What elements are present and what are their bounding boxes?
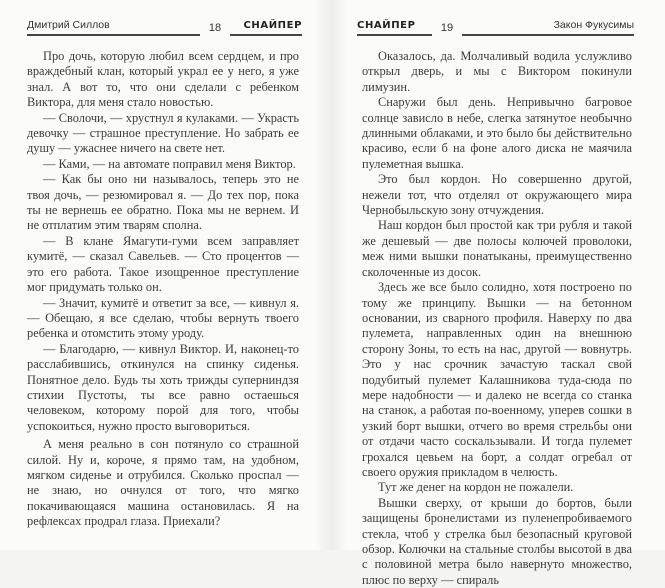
page-number: 18 [208,22,222,34]
running-header-right [357,20,634,36]
paragraph: Оказалось, да. Молчаливый водила услужливо открыл дверь, и мы с Виктором покинули лимузин. [362,49,632,94]
paragraph: Про дочь, которую любил всем сердцем, и про враждебный клан, который украл ее у него, я уже знал. А вот то, что они сделали с ребенком Виктора, для меня стало новостью. [27,49,299,110]
paragraph: — Сволочи, — хрустнул я кулаками. — Украсть девочку — страшное преступление. Но забрать ее душу — ужаснее ничего на свете нет. [27,110,299,156]
paragraph: Это был кордон. Но совершенно другой, нежели тот, что отделял от окружающего мира Чернобыльскую зону отчуждения. [362,172,632,218]
header-series: СНАЙПЕР [357,20,416,31]
paragraph: А меня реально в сон потянуло со страшной силой. Ну и, короче, я прямо там, на удобном, мягком сиденье и отрубился. Сколько проспал — не знаю, но очнулся от того, что мягко покачивающаяся машина остановилась. Я на рефлексах продрал глаза. Приехали? [27,437,299,529]
gutter-shadow [333,0,347,550]
paragraph: — В клане Ямагути-гуми всем заправляет кумитё, — сказал Савельев. — Сто процентов — это его работа. Такое изощренное преступление мог придумать только он. [27,233,299,295]
page-body-left [27,49,299,530]
paragraph: Вышки сверху, от крыши до бортов, были защищены бронелистами из пуленепробиваемого стекла, чтоб у стрелка был безопасный круговой обзор. Колючки на стальные столбы высотой в два с половиной метра было навернуто множество, плюс по верху — спираль [362,495,632,587]
left-page [0,0,333,550]
paragraph: — Значит, кумитё и ответит за все, — кивнул я. — Обещаю, я все сделаю, чтобы вернуть твоего ребенка и отомстить этому уроду. [27,295,299,341]
page-number: 19 [440,22,454,34]
paragraph: Снаружи был день. Непривычно багровое солнце зависло в небе, слегка затянутое необычно длинными облаками, и это было бы действительно красиво, если б на фоне алого диска не маячила пулеметная вышка. [362,95,632,171]
paragraph: Здесь же все было солидно, хотя построено по тому же принципу. Вышки — на бетонном основании, из сварного профиля. Наверху по два пулемета, направленных один на внешнюю сторону Зоны, то есть на нас, другой — вовнутрь. Это у нас срочник зачастую таскал свой подубитый пулемет Калашникова туда-сюда по мере надобности — и далеко не всегда со станка на станок, а работая по-военному, уперев сошки в узкий борт вышки, отчего во время стрельбы они от отдачи часто соскальзывали. И тогда пулемет грохался цевьем на борт, а солдат огребал от своего оружия прикладом в челюсть. [362,280,632,479]
paragraph: Наш кордон был простой как три рубля и такой же дешевый — две полосы колючей проволоки, меж ними вышки понатыканы, преимущественно сколоченные из досок. [362,218,632,279]
header-series: СНАЙПЕР [243,20,302,31]
page-body-right [362,49,632,588]
header-chapter-title: Закон Фукусимы [553,19,634,31]
paragraph: Тут же денег на кордон не пожалели. [378,480,574,495]
paragraph: — Как бы оно ни называлось, теперь это не твоя дочь, — резюмировал я. — До тех пор, пока ты не вернешь ее обратно. Пока мы не вернем. И не отплатим этим тварям сполна. [27,172,299,233]
right-page [333,0,665,587]
header-author: Дмитрий Силлов [27,19,110,31]
paragraph: — Ками, — на автомате поправил меня Виктор. [43,156,296,171]
running-header-left [27,20,302,36]
paragraph: — Благодарю, — кивнул Виктор. И, наконец-то расслабившись, откинулся на спинку сиденья. Понятное дело. Будь ты хоть трижды суперниндзя стихии Пустоты, ты все равно остаешься человеком, которому порой для того, чтобы успокоиться, нужно просто выговориться. [27,341,299,433]
gutter-shadow [315,0,333,550]
